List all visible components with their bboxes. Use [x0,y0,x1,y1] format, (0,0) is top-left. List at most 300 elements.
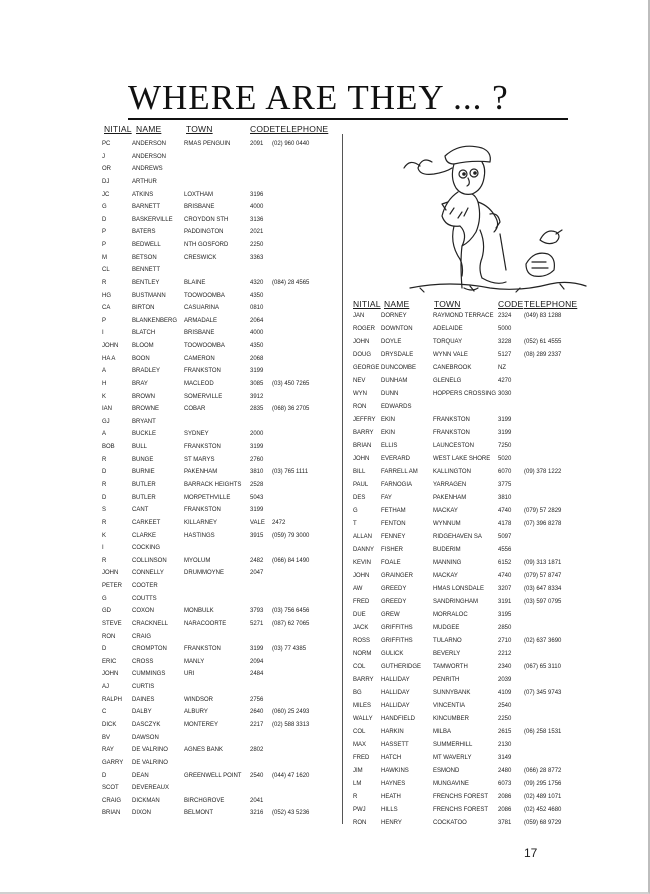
cell-town: BELMONT [184,810,214,817]
cell-name: GRIFFITHS [381,638,413,644]
cell-name: BLOOM [132,343,154,350]
cell-name: HARKIN [381,729,404,735]
cell-name: COXON [132,608,155,615]
cell-code: 4556 [498,547,512,553]
cell-code: 2000 [250,431,264,438]
cell-code: 6152 [498,560,512,566]
cell-name: CROMPTON [132,646,167,653]
cell-initial: DJ [102,178,110,185]
cell-code: 3191 [498,599,512,605]
cell-code: 5020 [498,456,512,462]
cell-code: 5043 [250,494,264,501]
cell-name: COLLINSON [132,557,167,564]
cell-code: 4178 [498,521,512,527]
cell-telephone: (09) 295 1756 [524,781,562,787]
cell-code: 4000 [250,204,264,211]
cell-town: LAUNCESTON [433,443,474,449]
cell-code: 3207 [498,586,512,592]
cell-code: 3793 [250,608,264,615]
cell-name: DUNCOMBE [381,365,417,371]
cell-initial: JOHN [353,573,370,579]
cell-telephone: (06) 258 1531 [524,729,562,735]
cell-name: DUNHAM [381,378,408,384]
cell-town: MONBULK [184,608,214,615]
cell-name: BRYANT [132,418,156,425]
cell-initial: C [102,709,107,716]
cell-name: HATCH [381,755,402,761]
cell-telephone: (079) 57 2829 [524,508,562,514]
cell-town: KINCUMBER [433,716,470,722]
cell-telephone: (09) 313 1871 [524,560,562,566]
cell-initial: BARRY [353,430,374,436]
cell-code: 3912 [250,393,264,400]
cell-town: HASTINGS [184,532,215,539]
cell-code: 0810 [250,305,264,312]
cell-code: 2086 [498,807,512,813]
cell-town: AGNES BANK [184,747,224,754]
cell-name: DORNEY [381,313,407,319]
cell-initial: D [102,646,107,653]
cell-initial: MILES [353,703,372,709]
cell-code: 6073 [498,781,512,787]
cell-town: RMAS PENGUIN [184,141,231,147]
cell-name: DE VALRINO [132,747,168,754]
cell-code: 2850 [498,625,512,631]
cell-town: BEVERLY [433,651,461,657]
cell-initial: RON [353,820,367,826]
cell-initial: SCOT [102,785,119,792]
cell-code: 3781 [498,820,512,826]
cell-town: FRANKSTON [184,646,221,653]
cell-town: PAKENHAM [433,495,467,501]
cell-name: FARNOGIA [381,482,413,488]
cell-code: 3196 [250,191,264,198]
cell-town: FRENCHS FOREST [433,794,489,800]
cell-name: BENTLEY [132,279,160,286]
cell-initial: MAX [353,742,367,748]
cell-code: 5271 [250,620,264,627]
cell-initial: R [353,794,358,800]
cell-telephone: (03) 647 8334 [524,586,562,592]
cell-name: ATKINS [132,191,154,198]
cell-name: BASKERVILLE [132,216,173,223]
cell-code: 2250 [250,242,264,249]
cell-name: BUCKLE [132,431,157,438]
cell-telephone: (02) 588 3313 [272,721,310,728]
cell-code: 2212 [498,651,512,657]
cell-telephone: (09) 378 1222 [524,469,562,475]
cell-telephone: (068) 36 2705 [272,406,310,413]
cell-initial: JOHN [102,570,119,577]
cell-town: KILLARNEY [184,519,218,526]
cell-town: ARMADALE [184,317,218,324]
cell-town: MACKAY [433,508,458,514]
cell-name: ELLIS [381,443,398,449]
cell-initial: DICK [102,721,117,728]
cell-telephone: (067) 65 3110 [524,664,561,670]
cell-initial: PETER [102,583,123,590]
cell-code: 5127 [498,352,512,358]
cell-town: SANDRINGHAM [433,599,479,605]
cell-town: ALBURY [184,709,208,716]
cell-town: VINCENTIA [433,703,466,709]
cell-initial: NORM [353,651,372,657]
cell-telephone: (07) 396 8278 [524,521,562,527]
cell-town: CRESWICK [184,254,217,261]
cell-initial: GEORGE [353,365,380,371]
cell-name: BOON [132,355,150,362]
cell-town: BARRACK HEIGHTS [184,482,242,488]
cell-initial: CA [102,305,111,312]
cell-code: 2802 [250,747,264,754]
cell-initial: GJ [102,418,110,425]
cell-name: BEDWELL [132,242,161,249]
cell-code: 2835 [250,406,264,413]
cell-initial: D [102,216,107,223]
cell-initial: WYN [353,391,367,397]
cell-name: BUSTMANN [132,292,166,299]
cell-initial: COL [353,664,366,670]
left-header-telephone: TELEPHONE [275,124,329,134]
cell-initial: A [102,368,107,375]
cell-name: HALLIDAY [381,690,410,696]
cell-code: 3775 [498,482,512,488]
column-divider [342,134,343,824]
cell-name: BLANKENBERG [132,317,178,324]
cell-name: FARRELL AM [381,469,418,475]
cell-name: BROWN [132,393,155,400]
cell-town: FRENCHS FOREST [433,807,489,813]
cell-town: BRISBANE [184,204,215,211]
cell-initial: IAN [102,406,113,413]
cell-initial: DANNY [353,547,375,553]
cell-code: 2130 [498,742,512,748]
cell-code: 4740 [498,508,512,514]
left-header-town: TOWN [186,124,213,134]
cell-code: 2064 [250,317,264,324]
cell-name: FOALE [381,560,401,566]
cell-name: CRAIG [132,633,152,640]
cell-initial: R [102,456,107,463]
cell-telephone: (084) 28 4565 [272,279,310,286]
cell-name: FENTON [381,521,406,527]
left-header-name: NAME [136,124,162,134]
cell-initial: BOB [102,444,115,451]
cell-name: BRADLEY [132,368,161,375]
cell-name: ANDERSON [132,141,167,147]
cell-initial: RALPH [102,696,123,703]
cell-initial: JOHN [102,343,119,350]
cell-initial: ALLAN [353,534,373,540]
cell-code: 2615 [498,729,512,735]
cell-initial: GARRY [102,759,124,766]
cell-name: HASSETT [381,742,409,748]
cell-initial: DES [353,495,366,501]
cell-name: ANDERSON [132,153,167,160]
cell-name: DOWNTON [381,326,413,332]
cell-town: MORPETHVILLE [184,494,231,501]
cell-code: 2710 [498,638,512,644]
cell-name: DEAN [132,772,149,779]
cell-code: 2086 [498,794,512,800]
cell-initial: JOHN [353,339,370,345]
cell-initial: DUE [353,612,366,618]
cell-name: DAINES [132,696,155,703]
cell-code: 3228 [498,339,512,345]
cell-initial: P [102,242,107,249]
cell-initial: RON [353,404,367,410]
cell-name: GREEDY [381,599,407,605]
cell-name: CROSS [132,658,154,665]
cell-name: DOYLE [381,339,402,345]
cell-name: DASCZYK [132,721,161,728]
cell-town: TORQUAY [433,339,463,345]
cell-name: BATERS [132,229,156,236]
cell-telephone: (03) 765 1111 [272,469,309,476]
cell-initial: BG [353,690,362,696]
cell-town: ESMOND [433,768,460,774]
cell-initial: HA A [102,355,116,362]
cell-town: TULARNO [433,638,462,644]
cell-code: 5097 [498,534,512,540]
cell-town: HOPPERS CROSSING [433,391,497,397]
cell-initial: A [102,431,107,438]
cell-initial: BARRY [353,677,374,683]
cell-code: 3195 [498,612,512,618]
cell-initial: ERIC [102,658,117,665]
cell-initial: BV [102,734,111,741]
cell-town: BRISBANE [184,330,215,337]
cell-initial: JAN [353,313,365,319]
cell-initial: CRAIG [102,797,122,804]
cell-town: BLAINE [184,279,206,286]
cell-town: KALLINGTON [433,469,471,475]
cell-code: 4270 [498,378,512,384]
cell-name: CANT [132,507,149,514]
cell-telephone: (066) 84 1490 [272,557,310,564]
cell-code: 3199 [498,417,512,423]
cell-initial: RAY [102,747,114,754]
cell-name: BULL [132,444,148,451]
cell-town: GREENWELL POINT [184,772,242,779]
cell-initial: PC [102,141,111,147]
cell-town: SYDNEY [184,431,209,438]
cell-initial: PAUL [353,482,369,488]
cell-name: GULICK [381,651,404,657]
cell-initial: I [102,330,104,337]
cell-town: SUMMERHILL [433,742,473,748]
cell-town: ST MARYS [184,456,215,463]
cell-telephone: (03) 597 0795 [524,599,562,605]
cell-town: MACLEOD [184,380,214,387]
right-header-initial: NITIAL [353,299,381,309]
cell-town: TOOWOOMBA [184,292,225,299]
left-header-code: CODE [250,124,276,134]
cell-town: YARRAGEN [433,482,467,488]
cell-initial: BRIAN [353,443,372,449]
cell-town: ADELAIDE [433,326,463,332]
cell-name: BURNIE [132,469,155,476]
cell-initial: STEVE [102,620,122,627]
cell-telephone: (079) 57 8747 [524,573,562,579]
cell-town: FRANKSTON [433,417,470,423]
cell-code: 5000 [498,326,512,332]
cell-town: MYOLUM [184,557,211,564]
cell-code: 2482 [250,557,264,564]
cell-name: CARKEET [132,519,161,526]
left-header-initial: NITIAL [104,124,132,134]
cell-name: BUNGE [132,456,154,463]
cell-name: HILLS [381,807,398,813]
cell-town: WYNNUM [433,521,461,527]
cell-code: 2041 [250,797,264,804]
cell-name: BARNETT [132,204,161,211]
cell-name: EKIN [381,430,396,436]
cell-town: FRANKSTON [433,430,470,436]
cell-code: 3216 [250,810,264,817]
cell-town: MUNGAVINE [433,781,469,787]
cell-telephone: (02) 452 4680 [524,807,562,813]
cell-telephone: 2472 [272,519,286,526]
cell-name: CRACKNELL [132,620,169,627]
cell-initial: COL [353,729,366,735]
cell-code: 2091 [250,141,264,147]
cell-code: 3810 [498,495,512,501]
cell-telephone: (052) 43 5236 [272,810,310,817]
cell-initial: DOUG [353,352,371,358]
cell-name: BIRTON [132,305,155,312]
cell-name: CONNELLY [132,570,164,577]
cell-code: 2021 [250,229,264,236]
cell-telephone: (060) 25 2493 [272,709,310,716]
cell-town: CAMERON [184,355,215,362]
cell-town: COCKATOO [433,820,467,826]
right-header-name: NAME [384,299,410,309]
cell-initial: PWJ [353,807,366,813]
cell-code: 2217 [250,721,264,728]
cell-town: FRANKSTON [184,444,221,451]
cell-initial: P [102,317,107,324]
cell-initial: K [102,393,107,400]
cell-code: 4109 [498,690,512,696]
cell-initial: BRIAN [102,810,121,817]
cell-initial: BILL [353,469,366,475]
cell-initial: ROGER [353,326,376,332]
cell-town: CASUARINA [184,305,220,312]
cell-name: CURTIS [132,684,155,691]
cell-code: 2250 [498,716,512,722]
cell-telephone: (02) 637 3690 [524,638,562,644]
cell-name: HANDFIELD [381,716,416,722]
cell-initial: JEFFRY [353,417,376,423]
cell-town: RAYMOND TERRACE [433,313,494,319]
cell-code: 3915 [250,532,264,539]
cell-initial: CL [102,267,110,274]
cell-town: CROYDON STH [184,216,229,223]
cell-telephone: (044) 47 1620 [272,772,310,779]
right-header-code: CODE [498,299,524,309]
cell-name: ARTHUR [132,178,157,185]
cell-name: GRAINGER [381,573,414,579]
cell-name: BRAY [132,380,148,387]
cell-initial: D [102,494,107,501]
cell-code: VALE [250,519,265,526]
cell-town: MT WAVERLY [433,755,472,761]
cell-code: 3199 [250,368,264,375]
cell-town: MANNING [433,560,462,566]
cell-telephone: (049) 83 1288 [524,313,562,319]
cell-initial: JC [102,191,110,198]
cell-code: 2756 [250,696,264,703]
cell-name: DEVEREAUX [132,785,170,792]
cell-code: 2094 [250,658,264,665]
cell-initial: J [102,153,105,160]
cell-initial: WALLY [353,716,373,722]
cell-town: FRANKSTON [184,507,221,514]
cell-initial: FRED [353,599,370,605]
table-row [102,806,342,821]
cell-name: DIXON [132,810,152,817]
cell-initial: LM [353,781,362,787]
cell-name: DALBY [132,709,152,716]
cell-telephone: (02) 489 1071 [524,794,562,800]
cell-name: DAWSON [132,734,159,741]
cell-name: HENRY [381,820,402,826]
cell-code: 2324 [498,313,512,319]
cell-town: SUNNYBANK [433,690,471,696]
cell-code: NZ [498,365,506,371]
page-title: WHERE ARE THEY ... ? [128,78,568,120]
cell-code: 7250 [498,443,512,449]
cell-code: 2528 [250,482,264,488]
cell-telephone: (052) 61 4555 [524,339,562,345]
cell-initial: R [102,279,107,286]
cell-town: GLENELG [433,378,462,384]
cell-code: 2760 [250,456,264,463]
cell-name: DICKMAN [132,797,160,804]
cell-name: HEATH [381,794,401,800]
cell-code: 2480 [498,768,512,774]
cell-town: SOMERVILLE [184,393,223,400]
cell-initial: R [102,519,107,526]
cell-town: PAKENHAM [184,469,218,476]
cell-name: BUTLER [132,482,156,488]
cell-telephone: (059) 79 3000 [272,532,310,539]
cell-code: 3199 [498,430,512,436]
cell-name: HALLIDAY [381,703,410,709]
cell-town: WEST LAKE SHORE [433,456,491,462]
cell-code: 3199 [250,646,264,653]
cell-code: 2540 [498,703,512,709]
cell-initial: I [102,545,104,552]
cell-name: DRYSDALE [381,352,414,358]
cell-town: BIRCHGROVE [184,797,225,804]
cell-code: 4350 [250,343,264,350]
cell-town: DRUMMOYNE [184,570,224,577]
cell-initial: JACK [353,625,369,631]
cell-code: 3030 [498,391,512,397]
cell-town: LOXTHAM [184,191,214,198]
cell-name: COUTTS [132,595,157,602]
cell-initial: HG [102,292,111,299]
cell-code: 3199 [250,507,264,514]
cell-town: RIDGEHAVEN SA [433,534,482,540]
cell-town: MORRALOC [433,612,468,618]
cell-code: 3085 [250,380,264,387]
cell-name: BETSON [132,254,157,261]
cell-name: FAY [381,495,392,501]
cell-initial: T [353,521,357,527]
